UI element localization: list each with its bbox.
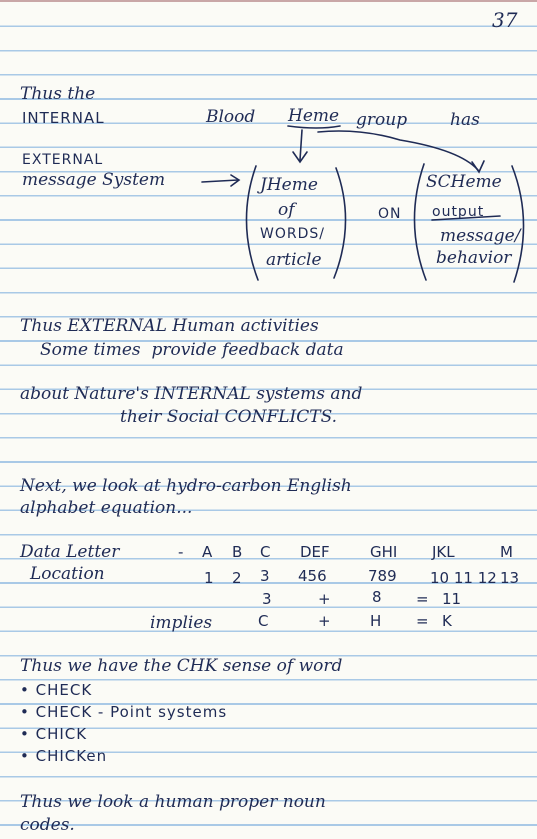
word-blood: Blood [206,107,256,127]
loc-2: 2 [232,569,242,587]
bullet-check-point: • CHECK - Point systems [20,703,228,721]
message-arrow-shaft [202,180,238,182]
word-words: WORDS/ [260,226,325,242]
letter-a: A [202,543,213,561]
arrow-to-scheme-shaft [318,131,478,170]
word-output: output [432,204,485,220]
arrow-to-jheme-shaft [300,130,302,160]
line-alphabet-equation: alphabet equation... [20,498,193,518]
word-article: article [266,250,322,270]
word-internal: INTERNAL [22,109,105,127]
bullet-check: • CHECK [20,681,93,699]
eq-3: 3 [262,590,272,608]
eq-plus-1: + [318,590,331,608]
line-thus-external: Thus EXTERNAL Human activities [20,316,319,336]
label-data-letter: Data Letter [20,542,120,562]
word-scheme: SCHeme [426,172,502,192]
loc-1: 1 [204,569,214,587]
letter-b: B [232,543,243,561]
eq-k: K [442,612,452,630]
word-group: group [356,110,408,130]
line-chk-sense: Thus we have the CHK sense of word [20,656,343,676]
label-location: Location [30,564,105,584]
eq-11: 11 [442,590,462,608]
line-next: Next, we look at hydro-carbon English [20,476,352,496]
letters-def: DEF [300,543,330,561]
page-number: 37 [492,8,518,32]
word-heme: Heme [288,106,340,126]
eq-plus-2: + [318,612,331,630]
eq-8: 8 [372,588,382,606]
line-social-conflicts: their Social CONFLICTS. [120,407,338,427]
bullet-chick: • CHICK [20,725,88,743]
word-of: of [278,200,295,220]
letter-m: M [500,543,513,561]
loc-13: 13 [500,569,520,587]
right-paren-1 [334,168,346,278]
loc-456: 456 [298,567,327,585]
loc-3: 3 [260,567,270,585]
letter-c: C [260,543,271,561]
heme-underline [288,126,340,128]
eq-c: C [258,612,269,630]
loc-789: 789 [368,567,397,585]
line-codes: codes. [20,815,75,835]
eq-h: H [370,612,382,630]
dash: - [178,543,184,561]
word-message: message/ [440,226,521,246]
bullet-chicken: • CHICKen [20,747,108,765]
loc-10-12: 10 11 12 [430,569,497,587]
letters-jkl: JKL [432,543,455,561]
line-thus-the: Thus the [20,84,96,104]
eq-equals-2: = [416,612,429,630]
line-proper-noun: Thus we look a human proper noun [20,792,326,812]
left-paren-1 [246,166,258,280]
right-paren-2 [512,166,524,282]
word-on: ON [378,206,402,222]
word-has: has [450,110,480,130]
word-implies: implies [150,613,213,633]
text-message-system: message System [22,170,166,190]
word-behavior: behavior [436,248,512,268]
eq-equals-1: = [416,590,429,608]
line-about-nature: about Nature's INTERNAL systems and [20,384,363,404]
word-external: EXTERNAL [22,152,104,168]
letters-ghi: GHI [370,543,398,561]
output-strike [432,216,500,220]
word-jheme: JHeme [260,175,318,195]
line-feedback: Some times provide feedback data [40,340,344,360]
left-paren-2 [414,164,426,280]
